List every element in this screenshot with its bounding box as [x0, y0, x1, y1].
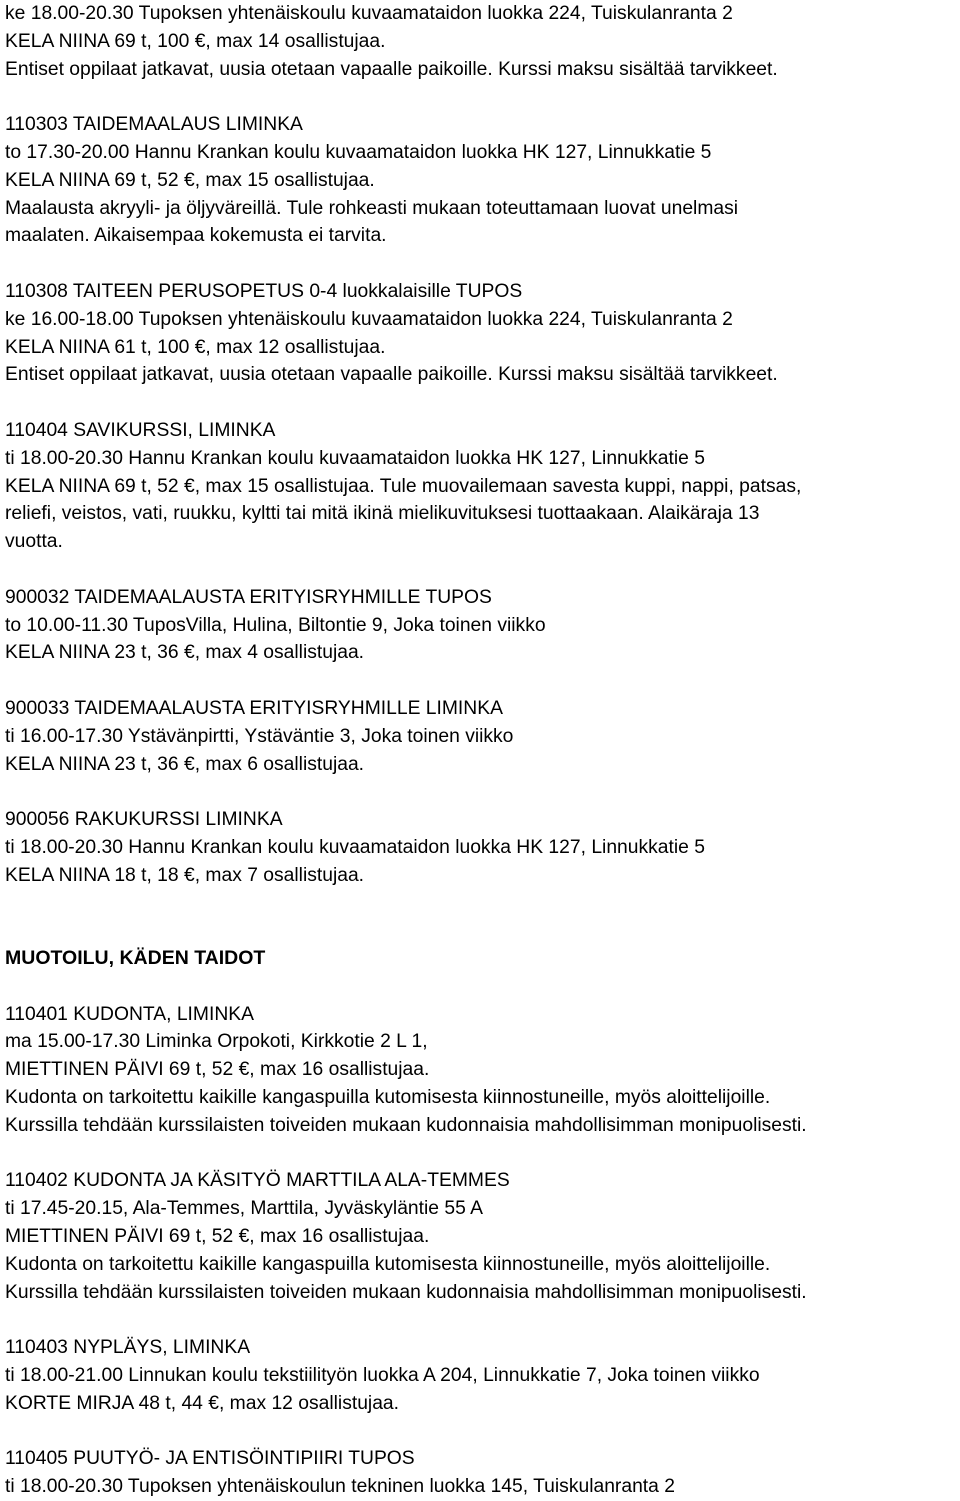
text-line: ti 16.00-17.30 Ystävänpirtti, Ystäväntie 3, Joka toinen viikko — [5, 725, 514, 747]
text-line: 110403 NYPLÄYS, LIMINKA — [5, 1337, 251, 1359]
text-line: vuotta. — [5, 531, 63, 553]
text-line: reliefi, veistos, vati, ruukku, kyltti tai mitä ikinä mielikuvituksesi tuottaakaan. Alaikäraja 13 — [5, 503, 760, 525]
text-line: KELA NIINA 69 t, 52 €, max 15 osallistujaa. Tule muovailemaan savesta kuppi, nappi, patsas, — [5, 475, 802, 497]
text-line: Kudonta on tarkoitettu kaikille kangaspuilla kutomisesta kiinnostuneille, myös aloittelijoille. — [5, 1253, 771, 1275]
text-line: 900056 RAKUKURSSI LIMINKA — [5, 809, 283, 831]
text-line: ke 16.00-18.00 Tupoksen yhtenäiskoulu kuvaamataidon luokka 224, Tuiskulanranta 2 — [5, 308, 733, 330]
text-line: 900032 TAIDEMAALAUSTA ERITYISRYHMILLE TUPOS — [5, 586, 492, 608]
text-line: Kudonta on tarkoitettu kaikille kangaspuilla kutomisesta kiinnostuneille, myös aloittelijoille. — [5, 1087, 771, 1109]
blank-line — [5, 389, 957, 417]
text-line: ke 18.00-20.30 Tupoksen yhtenäiskoulu kuvaamataidon luokka 224, Tuiskulanranta 2 — [5, 3, 733, 24]
text-line: 110402 KUDONTA JA KÄSITYÖ MARTTILA ALA-TEMMES — [5, 1170, 510, 1192]
document-page — [5, 0, 957, 1501]
text-line: Kurssilla tehdään kurssilaisten toiveiden mukaan kudonnaisia mahdollisimman monipuolisesti. — [5, 1114, 807, 1136]
blank-line — [5, 556, 957, 584]
text-line: KORTE MIRJA 48 t, 44 €, max 12 osallistujaa. — [5, 1392, 400, 1414]
text-line: to 10.00-11.30 TuposVilla, Hulina, Biltontie 9, Joka toinen viikko — [5, 614, 546, 636]
blank-line — [5, 778, 957, 806]
text-line: 110405 PUUTYÖ- JA ENTISÖINTIPIIRI TUPOS — [5, 1448, 415, 1470]
blank-line — [5, 917, 957, 945]
text-line: KELA NIINA 69 t, 100 €, max 14 osallistujaa. — [5, 30, 386, 52]
section-heading: MUOTOILU, KÄDEN TAIDOT — [5, 947, 266, 970]
text-line: maalaten. Aikaisempaa kokemusta ei tarvita. — [5, 225, 387, 247]
text-line: to 17.30-20.00 Hannu Krankan koulu kuvaamataidon luokka HK 127, Linnukkatie 5 — [5, 141, 712, 163]
text-line: KELA NIINA 18 t, 18 €, max 7 osallistujaa. — [5, 864, 365, 886]
text-line: ti 18.00-20.30 Hannu Krankan koulu kuvaamataidon luokka HK 127, Linnukkatie 5 — [5, 447, 705, 469]
blank-line — [5, 83, 957, 111]
blank-line — [5, 1306, 957, 1334]
text-line: 110303 TAIDEMAALAUS LIMINKA — [5, 114, 303, 136]
blank-line — [5, 1140, 957, 1168]
text-line: 110308 TAITEEN PERUSOPETUS 0-4 luokkalaisille TUPOS — [5, 280, 523, 302]
text-line: Entiset oppilaat jatkavat, uusia otetaan vapaalle paikoille. Kurssi maksu sisältää tarvikkeet. — [5, 364, 778, 386]
text-line: ti 17.45-20.15, Ala-Temmes, Marttila, Jyväskyläntie 55 A — [5, 1198, 483, 1220]
text-line: 110401 KUDONTA, LIMINKA — [5, 1003, 254, 1025]
text-line: Maalausta akryyli- ja öljyväreillä. Tule rohkeasti mukaan toteuttamaan luovat unelmasi — [5, 197, 739, 219]
text-line: ti 18.00-21.00 Linnukan koulu tekstiilityön luokka A 204, Linnukkatie 7, Joka toinen viikko — [5, 1365, 760, 1387]
text-line: MIETTINEN PÄIVI 69 t, 52 €, max 16 osallistujaa. — [5, 1059, 430, 1081]
text-line: 110404 SAVIKURSSI, LIMINKA — [5, 419, 276, 441]
text-line: KELA NIINA 23 t, 36 €, max 4 osallistujaa. — [5, 642, 365, 664]
blank-line — [5, 973, 957, 1001]
text-line: KELA NIINA 61 t, 100 €, max 12 osallistujaa. — [5, 336, 386, 358]
text-line: KELA NIINA 23 t, 36 €, max 6 osallistujaa. — [5, 753, 365, 775]
text-line: ti 18.00-20.30 Hannu Krankan koulu kuvaamataidon luokka HK 127, Linnukkatie 5 — [5, 836, 705, 858]
blank-line — [5, 890, 957, 918]
text-line: MIETTINEN PÄIVI 69 t, 52 €, max 16 osallistujaa. — [5, 1226, 430, 1248]
text-line: Kurssilla tehdään kurssilaisten toiveiden mukaan kudonnaisia mahdollisimman monipuolisesti. — [5, 1281, 807, 1303]
blank-line — [5, 667, 957, 695]
text-line: 900033 TAIDEMAALAUSTA ERITYISRYHMILLE LIMINKA — [5, 697, 503, 719]
text-line: KELA NIINA 69 t, 52 €, max 15 osallistujaa. — [5, 169, 375, 191]
blank-line — [5, 1418, 957, 1446]
blank-line — [5, 250, 957, 278]
text-line: ti 18.00-20.30 Tupoksen yhtenäiskoulun tekninen luokka 145, Tuiskulanranta 2 — [5, 1476, 675, 1498]
text-line: ma 15.00-17.30 Liminka Orpokoti, Kirkkotie 2 L 1, — [5, 1031, 428, 1053]
text-line: Entiset oppilaat jatkavat, uusia otetaan vapaalle paikoille. Kurssi maksu sisältää tarvikkeet. — [5, 58, 778, 80]
